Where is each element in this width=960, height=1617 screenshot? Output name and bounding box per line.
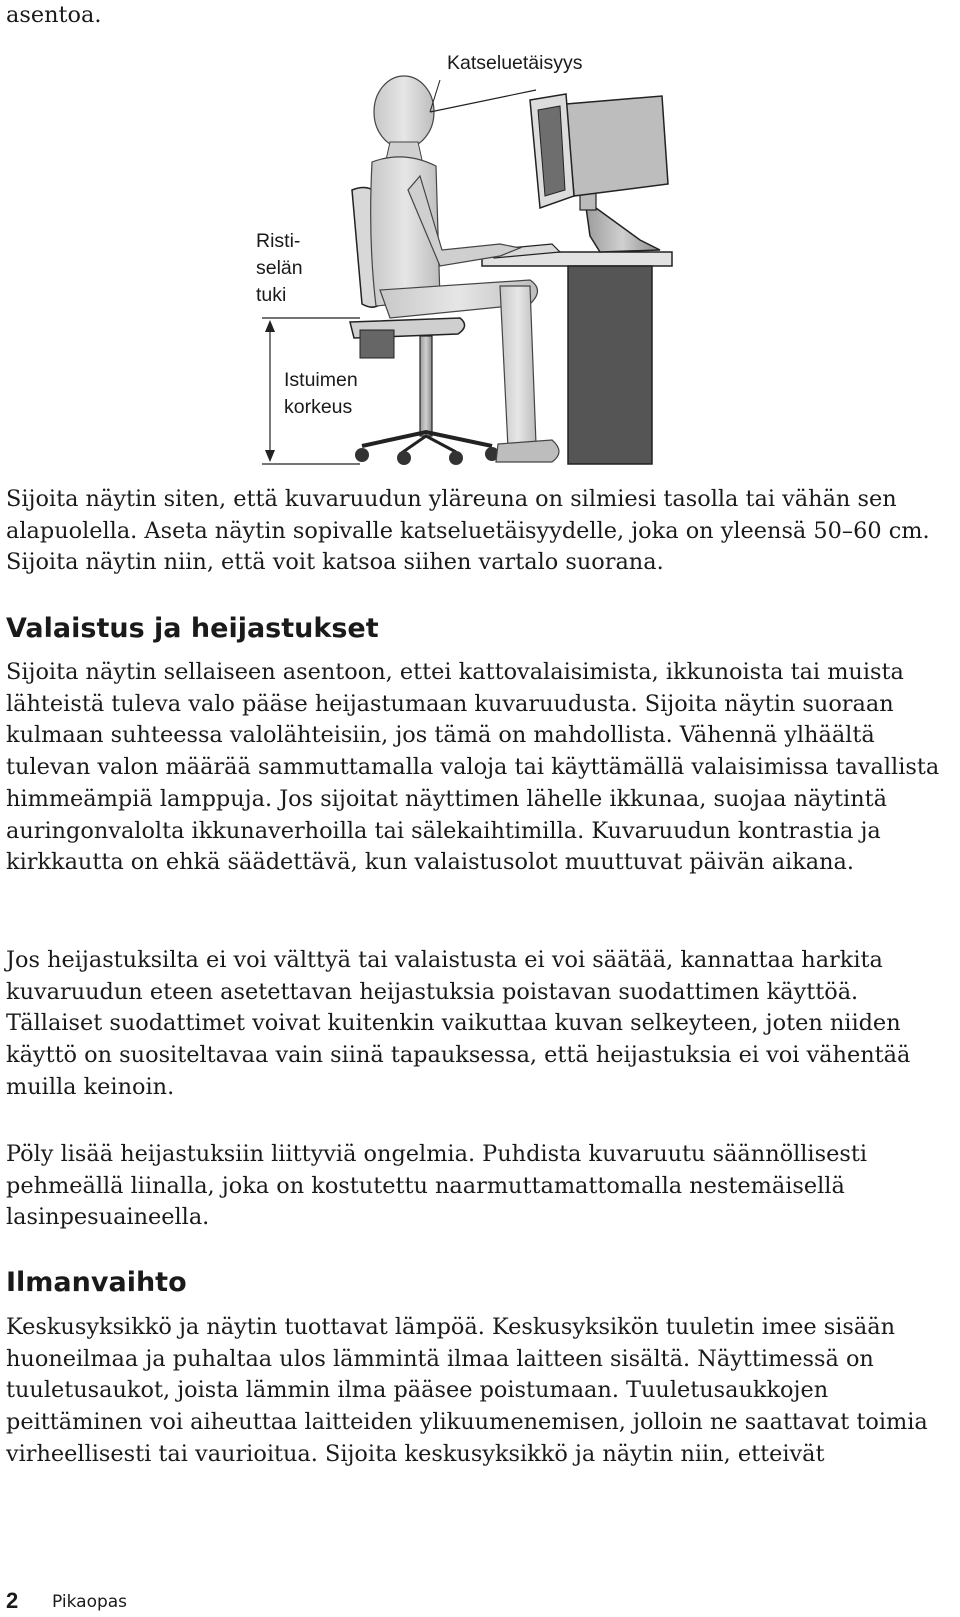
heading-lighting: Valaistus ja heijastukset <box>6 613 379 644</box>
label-back-support-line3: tuki <box>256 284 287 306</box>
paragraph-monitor-position: Sijoita näytin siten, että kuvaruudun yläreuna on silmiesi tasolla tai vähän sen alapuolella. Aseta näytin sopivalle katseluetäisyydelle, joka on yleensä 50–60 cm. Sijoita näytin niin, että voit katsoa siihen vartalo suorana. <box>6 486 930 576</box>
label-back-support-line2: selän <box>256 257 303 279</box>
heading-ventilation: Ilmanvaihto <box>6 1267 187 1298</box>
paragraph-lighting-1: Sijoita näytin sellaiseen asentoon, ettei kattovalaisimista, ikkunoista tai muista lähteistä tuleva valo pääse heijastumaan kuvaruudusta. Sijoita näytin suoraan kulmaan suhteessa valolähteisiin, jos tämä on mahdollista. Vähennä ylhäältä tulevan valon määrää sammuttamalla valoja tai käyttämällä valaisimissa tavallista himmeämpiä lamppuja. Jos sijoitat näyttimen lähelle ikkunaa, suojaa näytintä auringonvalolta ikkunaverhoilla tai sälekaihtimilla. Kuvaruudun kontrastia ja kirkkautta on ehkä säädettävä, kun valaistusolot muuttuvat päivän aikana. <box>6 659 940 876</box>
label-seat-height-line1: Istuimen <box>284 369 358 391</box>
seated-person <box>371 76 559 462</box>
paragraph-lighting-2: Jos heijastuksilta ei voi välttyä tai valaistusta ei voi säätää, kannattaa harkita kuvaruudun eteen asetettavan heijastuksia poistavan suodattimen käyttöä. Tällaiset suodattimet voivat kuitenkin vaikuttaa kuvan selkeyteen, joten niiden käyttö on suositeltavaa vain siinä tapauksessa, että heijastuksia ei voi vähentää muilla keinoin. <box>6 947 911 1100</box>
page-number: 2 <box>6 1588 19 1613</box>
label-viewing-distance: Katseluetäisyys <box>447 52 583 74</box>
continued-text-fragment: asentoa. <box>6 2 102 28</box>
document-title-footer: Pikaopas <box>52 1592 128 1612</box>
paragraph-lighting-3: Pöly lisää heijastuksiin liittyviä ongelmia. Puhdista kuvaruutu säännöllisesti pehmeällä liinalla, joka on kostutettu naarmuttamattomalla nestemäisellä lasinpesuaineella. <box>6 1141 867 1231</box>
paragraph-ventilation-1: Keskusyksikkö ja näytin tuottavat lämpöä. Keskusyksikön tuuletin imee sisään huoneilmaa ja puhaltaa ulos lämmintä ilmaa laitteen sisältä. Näyttimessä on tuuletusaukot, joista lämmin ilma pääsee poistumaan. Tuuletusaukkojen peittäminen voi aiheuttaa laitteiden ylikuumenemisen, jolloin ne saattavat toimia virheellisesti tai vaurioitua. Sijoita keskusyksikkö ja näytin niin, etteivät <box>6 1314 928 1467</box>
monitor <box>530 94 668 252</box>
label-seat-height-line2: korkeus <box>284 396 353 418</box>
label-back-support-line1: Risti- <box>256 230 301 252</box>
